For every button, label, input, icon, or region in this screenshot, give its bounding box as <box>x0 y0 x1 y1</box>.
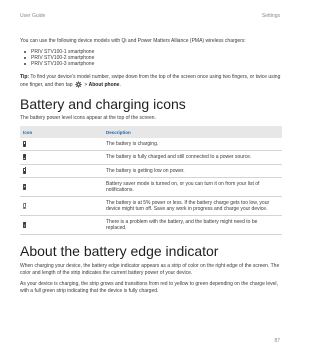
table-row <box>20 215 282 234</box>
body-paragraph: As your device is charging, the strip grows and transitions from red to yellow to green depending on the charge level, with a full green strip indicating that the device is fully charged. <box>20 280 278 294</box>
page-content <box>20 38 282 295</box>
guide-title: User Guide <box>20 13 46 19</box>
running-header <box>20 13 280 19</box>
table-header-row <box>20 126 282 138</box>
battery-full-plugged-icon: ▴ <box>23 155 26 160</box>
table-row <box>20 151 282 164</box>
table-cell-description: The battery is at 5% power or less. If the battery charge gets too low, your device might turn off. Save any work in progress and charge your device. <box>103 196 282 215</box>
table-cell-description: There is a problem with the battery, and the battery might need to be replaced. <box>103 215 282 234</box>
battery-icons-table <box>20 126 282 235</box>
table-cell-description: The battery is charging. <box>103 138 282 151</box>
model-list <box>20 49 282 67</box>
battery-problem-icon: ! <box>24 223 26 228</box>
tip-arrow: > <box>82 82 89 88</box>
battery-low-icon <box>23 168 26 174</box>
tip-bold: About phone <box>88 82 120 88</box>
table-row <box>20 196 282 215</box>
list-item: PRIV STV100-1 smartphone <box>20 49 282 55</box>
tip-text: To find your device's model number, swipe down from the top of the screen once using two fingers, or twice using one finger, and then tap <box>20 74 281 88</box>
battery-saver-icon: + <box>23 185 26 190</box>
tip-end: . <box>119 82 121 88</box>
list-item: PRIV STV100-2 smartphone <box>20 55 282 61</box>
intro-text: You can use the following device models with Qi and Power Matters Alliance (PMA) wireless chargers: <box>20 38 246 44</box>
table-row <box>20 138 282 151</box>
list-item: PRIV STV100-3 smartphone <box>20 61 282 67</box>
table-row <box>20 177 282 196</box>
column-header-icon: Icon <box>20 126 103 138</box>
gear-icon <box>75 81 82 88</box>
section-heading: About the battery edge indicator <box>20 242 219 259</box>
page-number: 87 <box>274 338 280 344</box>
battery-charging-icon <box>23 141 26 147</box>
table-cell-description: The battery is fully charged and still connected to a power source. <box>103 151 282 164</box>
section-heading: Battery and charging icons <box>20 96 186 112</box>
table-cell-description: Battery saver mode is turned on, or you can turn it on from your list of notifications. <box>103 177 282 196</box>
table-cell-description: The battery is getting low on power. <box>103 164 282 177</box>
body-paragraph: When charging your device, the battery edge indicator appears as a strip of color on the right edge of the screen. The color and length of the strip indicates the current battery power of your device. <box>20 262 280 276</box>
table-row <box>20 164 282 177</box>
tip-label: Tip: <box>20 74 30 80</box>
section-lead: The battery power level icons appear at the top of the screen. <box>20 115 156 121</box>
tip-paragraph <box>20 74 282 89</box>
battery-critical-icon <box>23 203 26 209</box>
section-title: Settings <box>261 13 280 19</box>
column-header-description: Description <box>103 126 282 138</box>
